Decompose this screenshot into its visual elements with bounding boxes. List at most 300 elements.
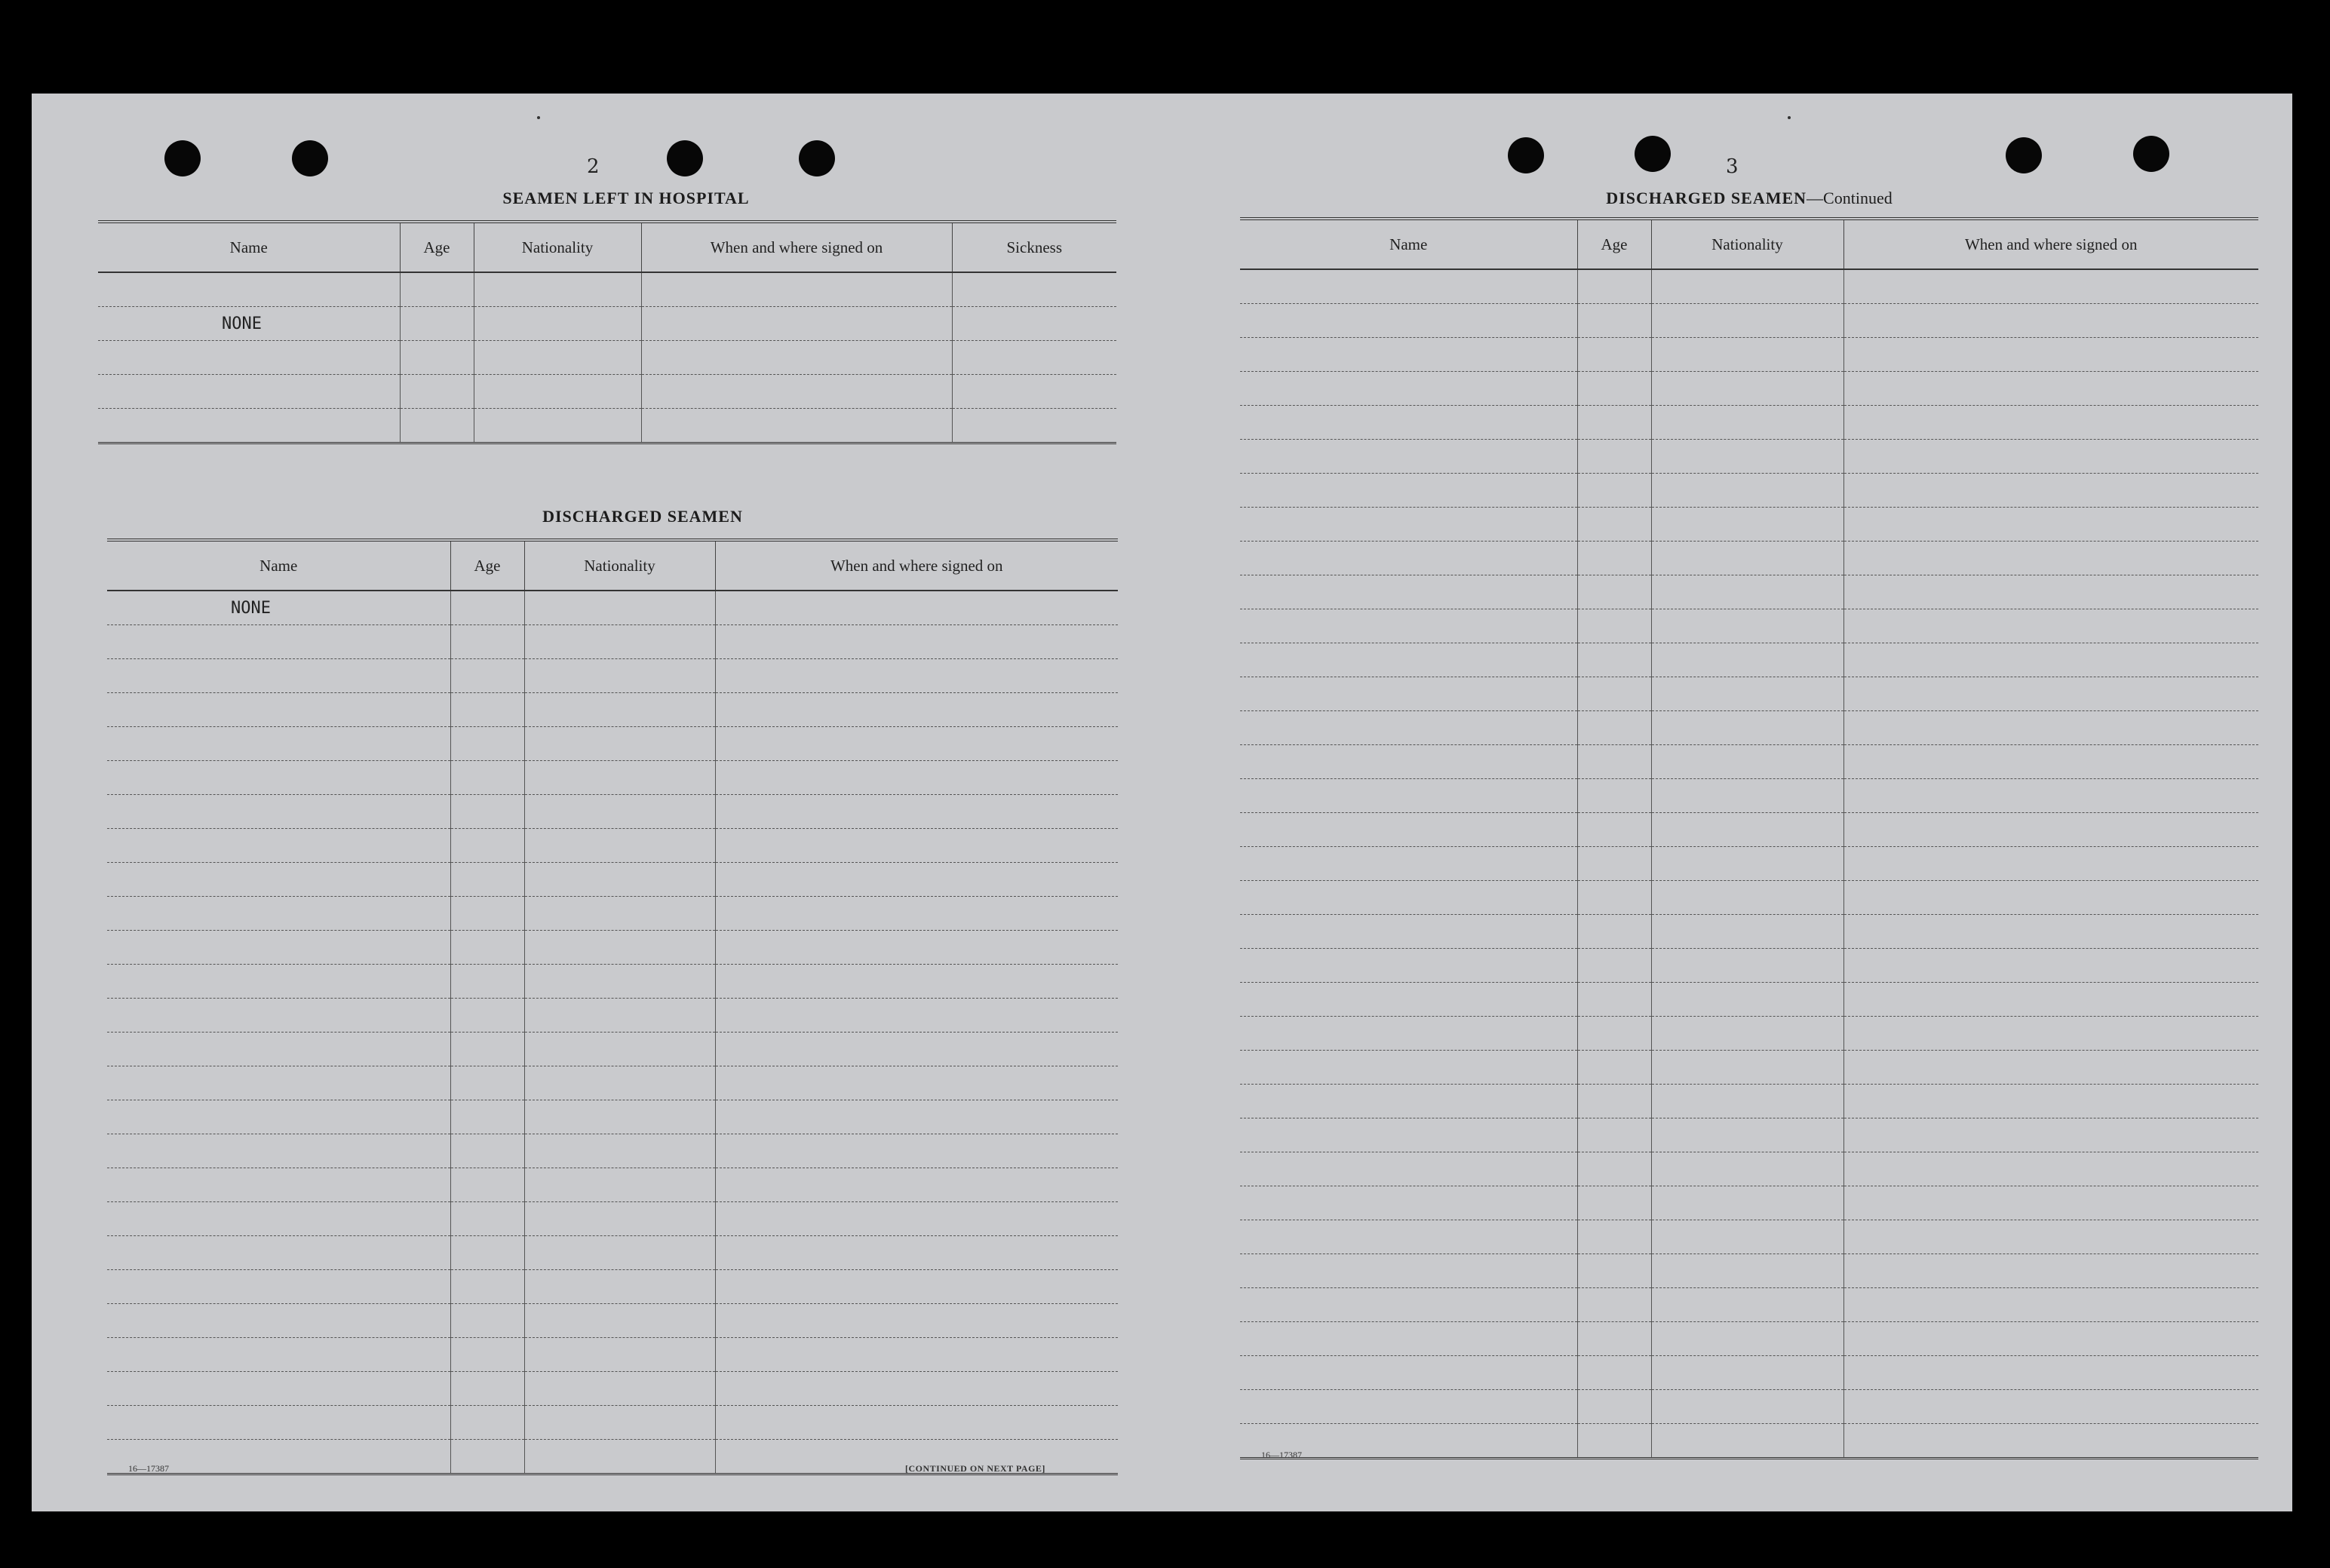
name-cell [1240, 1152, 1577, 1186]
name-cell [1240, 575, 1577, 609]
signed-on-cell [641, 307, 952, 341]
signed-on-cell [1843, 474, 2258, 508]
name-cell [107, 693, 450, 727]
name-cell [98, 341, 400, 375]
binder-hole-icon [1508, 137, 1544, 173]
table-row [107, 999, 1118, 1033]
signed-on-cell [1843, 779, 2258, 813]
signed-on-cell [715, 1236, 1118, 1270]
nationality-cell [1651, 1390, 1843, 1424]
age-cell [450, 727, 524, 761]
age-cell [450, 1440, 524, 1474]
table-row [1240, 1220, 2258, 1254]
table-row [107, 693, 1118, 727]
signed-on-cell [1843, 304, 2258, 338]
name-cell [98, 272, 400, 307]
nationality-cell [524, 1304, 715, 1338]
name-cell [107, 829, 450, 863]
nationality-cell [1651, 915, 1843, 949]
table-row [1240, 508, 2258, 542]
age-cell [1577, 779, 1651, 813]
age-cell [1577, 1390, 1651, 1424]
age-cell [450, 795, 524, 829]
signed-on-cell [715, 1270, 1118, 1304]
nationality-cell [474, 341, 641, 375]
name-cell [1240, 881, 1577, 915]
name-cell: NONE [107, 591, 450, 625]
binder-hole-icon [292, 140, 328, 176]
signed-on-cell [1843, 813, 2258, 847]
table-row [1240, 1051, 2258, 1085]
age-cell [450, 897, 524, 931]
table-row [1240, 1390, 2258, 1424]
nationality-cell [1651, 779, 1843, 813]
column-header-age: Age [450, 540, 524, 591]
name-cell [1240, 1254, 1577, 1288]
signed-on-cell [1843, 508, 2258, 542]
signed-on-cell [1843, 1254, 2258, 1288]
name-cell [1240, 406, 1577, 440]
form-sheet [32, 94, 2292, 1511]
table-row [1240, 269, 2258, 304]
age-cell [1577, 1186, 1651, 1220]
table-row [107, 1033, 1118, 1066]
age-cell [1577, 949, 1651, 983]
signed-on-cell [1843, 1288, 2258, 1322]
nationality-cell [524, 591, 715, 625]
signed-on-cell [1843, 711, 2258, 745]
table-row [1240, 575, 2258, 609]
name-cell [1240, 1085, 1577, 1118]
continued-suffix: —Continued [1807, 189, 1893, 207]
nationality-cell [524, 897, 715, 931]
signed-on-cell [1843, 677, 2258, 711]
signed-on-cell [715, 1304, 1118, 1338]
nationality-cell [1651, 949, 1843, 983]
name-cell [1240, 1118, 1577, 1152]
continued-note: [CONTINUED ON NEXT PAGE] [905, 1463, 1045, 1474]
nationality-cell [1651, 745, 1843, 779]
signed-on-cell [715, 931, 1118, 965]
sickness-cell [952, 409, 1116, 443]
name-cell [1240, 745, 1577, 779]
age-cell [1577, 643, 1651, 677]
age-cell [1577, 983, 1651, 1017]
name-cell [1240, 949, 1577, 983]
nationality-cell [524, 1066, 715, 1100]
signed-on-cell [1843, 915, 2258, 949]
table-row [1240, 915, 2258, 949]
name-cell [1240, 304, 1577, 338]
name-cell [1240, 269, 1577, 304]
name-cell [98, 409, 400, 443]
name-cell [1240, 338, 1577, 372]
name-cell [1240, 643, 1577, 677]
nationality-cell [1651, 677, 1843, 711]
age-cell [1577, 474, 1651, 508]
nationality-cell [1651, 338, 1843, 372]
age-cell [450, 1372, 524, 1406]
age-cell [1577, 304, 1651, 338]
signed-on-cell [1843, 881, 2258, 915]
signed-on-cell [1843, 372, 2258, 406]
nationality-cell [1651, 1220, 1843, 1254]
table-row [107, 863, 1118, 897]
signed-on-cell [715, 1033, 1118, 1066]
signed-on-cell [715, 1100, 1118, 1134]
discharged-section-title: DISCHARGED SEAMEN [542, 507, 743, 526]
name-cell [107, 1270, 450, 1304]
signed-on-cell [1843, 269, 2258, 304]
name-cell [1240, 677, 1577, 711]
signed-on-cell [1843, 1085, 2258, 1118]
age-cell [400, 272, 474, 307]
age-cell [1577, 881, 1651, 915]
signed-on-cell [715, 1202, 1118, 1236]
signed-on-cell [715, 1338, 1118, 1372]
table-row [98, 272, 1116, 307]
signed-on-cell [1843, 1118, 2258, 1152]
nationality-cell [524, 659, 715, 693]
signed-on-cell [715, 727, 1118, 761]
nationality-cell [1651, 269, 1843, 304]
signed-on-cell [1843, 440, 2258, 474]
table-row [107, 1202, 1118, 1236]
binder-hole-icon [799, 140, 835, 176]
table-row [1240, 711, 2258, 745]
signed-on-cell [1843, 1017, 2258, 1051]
nationality-cell [1651, 847, 1843, 881]
nationality-cell [1651, 1356, 1843, 1390]
name-cell [98, 375, 400, 409]
age-cell [400, 375, 474, 409]
name-cell [107, 659, 450, 693]
sickness-cell [952, 307, 1116, 341]
nationality-cell [1651, 881, 1843, 915]
nationality-cell [1651, 711, 1843, 745]
signed-on-cell [1843, 983, 2258, 1017]
signed-on-cell [1843, 847, 2258, 881]
nationality-cell [524, 863, 715, 897]
signed-on-cell [715, 897, 1118, 931]
age-cell [450, 693, 524, 727]
signed-on-cell [715, 863, 1118, 897]
age-cell [1577, 1220, 1651, 1254]
nationality-cell [1651, 440, 1843, 474]
name-cell [1240, 508, 1577, 542]
signed-on-cell [1843, 609, 2258, 643]
table-row [1240, 1152, 2258, 1186]
name-cell [1240, 1288, 1577, 1322]
age-cell [1577, 745, 1651, 779]
age-cell [1577, 1254, 1651, 1288]
table-row [1240, 1118, 2258, 1152]
signed-on-cell [715, 591, 1118, 625]
table-row [1240, 1254, 2258, 1288]
table-row [1240, 542, 2258, 575]
name-cell [107, 863, 450, 897]
table-row [107, 1236, 1118, 1270]
discharged-continued-table [1240, 217, 2258, 1459]
signed-on-cell [641, 375, 952, 409]
age-cell [450, 659, 524, 693]
signed-on-cell [715, 999, 1118, 1033]
column-header-name: Name [107, 540, 450, 591]
age-cell [450, 999, 524, 1033]
age-cell [400, 307, 474, 341]
column-header-age: Age [1577, 219, 1651, 269]
nationality-cell [1651, 1254, 1843, 1288]
column-header-nationality: Nationality [524, 540, 715, 591]
nationality-cell [524, 1202, 715, 1236]
age-cell [450, 1100, 524, 1134]
nationality-cell [1651, 1186, 1843, 1220]
signed-on-cell [1843, 1152, 2258, 1186]
age-cell [1577, 1085, 1651, 1118]
nationality-cell [524, 1100, 715, 1134]
signed-on-cell [715, 625, 1118, 659]
signed-on-cell [715, 795, 1118, 829]
name-cell [107, 1100, 450, 1134]
table-row [107, 965, 1118, 999]
age-cell [1577, 1118, 1651, 1152]
name-cell [107, 999, 450, 1033]
name-cell [107, 761, 450, 795]
nationality-cell [524, 1372, 715, 1406]
table-row [107, 1066, 1118, 1100]
nationality-cell [524, 1033, 715, 1066]
signed-on-cell [641, 409, 952, 443]
table-row [1240, 881, 2258, 915]
name-cell [1240, 1017, 1577, 1051]
table-row [107, 931, 1118, 965]
age-cell [450, 829, 524, 863]
signed-on-cell [1843, 1051, 2258, 1085]
nationality-cell [1651, 542, 1843, 575]
column-header-name: Name [98, 222, 400, 272]
column-header-nationality: Nationality [474, 222, 641, 272]
table-row [1240, 949, 2258, 983]
name-cell [1240, 1356, 1577, 1390]
name-cell: NONE [98, 307, 400, 341]
age-cell [450, 1168, 524, 1202]
nationality-cell [524, 1236, 715, 1270]
age-cell [1577, 372, 1651, 406]
age-cell [450, 1134, 524, 1168]
nationality-cell [524, 931, 715, 965]
age-cell [450, 1066, 524, 1100]
nationality-cell [1651, 372, 1843, 406]
table-row [107, 1270, 1118, 1304]
name-cell [1240, 1186, 1577, 1220]
name-cell [107, 625, 450, 659]
signed-on-cell [715, 965, 1118, 999]
age-cell [1577, 508, 1651, 542]
table-row [107, 761, 1118, 795]
nationality-cell [1651, 474, 1843, 508]
table-row [107, 1168, 1118, 1202]
sickness-cell [952, 272, 1116, 307]
signed-on-cell [1843, 1356, 2258, 1390]
name-cell [1240, 1390, 1577, 1424]
signed-on-cell [715, 1406, 1118, 1440]
table-row [1240, 1288, 2258, 1322]
signed-on-cell [1843, 1424, 2258, 1459]
nationality-cell [474, 307, 641, 341]
signed-on-cell [1843, 1390, 2258, 1424]
nationality-cell [1651, 508, 1843, 542]
name-cell [1240, 440, 1577, 474]
hospital-table [98, 220, 1116, 444]
name-cell [1240, 372, 1577, 406]
column-header-signed-on: When and where signed on [1843, 219, 2258, 269]
nationality-cell [1651, 1085, 1843, 1118]
form-number-left: 16—17387 [128, 1463, 169, 1474]
nationality-cell [524, 965, 715, 999]
table-row [107, 1304, 1118, 1338]
binder-hole-icon [1635, 136, 1671, 172]
signed-on-cell [1843, 1322, 2258, 1356]
age-cell [1577, 677, 1651, 711]
age-cell [450, 863, 524, 897]
table-row [107, 1338, 1118, 1372]
table-row [1240, 406, 2258, 440]
signed-on-cell [1843, 745, 2258, 779]
name-cell [107, 1236, 450, 1270]
table-row [107, 1372, 1118, 1406]
age-cell [1577, 1017, 1651, 1051]
nationality-cell [1651, 406, 1843, 440]
nationality-cell [524, 1338, 715, 1372]
page-marker-dot [537, 116, 540, 119]
age-cell [1577, 542, 1651, 575]
signed-on-cell [715, 829, 1118, 863]
name-cell [1240, 813, 1577, 847]
signed-on-cell [1843, 1220, 2258, 1254]
binder-hole-icon [164, 140, 201, 176]
nationality-cell [1651, 609, 1843, 643]
column-header-sickness: Sickness [952, 222, 1116, 272]
age-cell [1577, 1356, 1651, 1390]
nationality-cell [1651, 1288, 1843, 1322]
signed-on-cell [1843, 338, 2258, 372]
table-row [1240, 1322, 2258, 1356]
age-cell [1577, 1152, 1651, 1186]
age-cell [1577, 1288, 1651, 1322]
name-cell [107, 965, 450, 999]
age-cell [450, 625, 524, 659]
age-cell [1577, 406, 1651, 440]
nationality-cell [524, 625, 715, 659]
age-cell [1577, 440, 1651, 474]
page-number-right: 3 [1726, 155, 1740, 178]
form-number-right: 16—17387 [1261, 1450, 1302, 1460]
age-cell [450, 1033, 524, 1066]
name-cell [107, 1168, 450, 1202]
nationality-cell [1651, 813, 1843, 847]
table-row [107, 1100, 1118, 1134]
name-cell [1240, 983, 1577, 1017]
signed-on-cell [1843, 575, 2258, 609]
nationality-cell [1651, 1017, 1843, 1051]
signed-on-cell [715, 1372, 1118, 1406]
table-row [107, 1134, 1118, 1168]
name-cell [1240, 779, 1577, 813]
nationality-cell [1651, 304, 1843, 338]
discharged-continued-title-text: DISCHARGED SEAMEN [1606, 189, 1807, 207]
discharged-continued-title [1240, 189, 2258, 208]
signed-on-cell [1843, 542, 2258, 575]
signed-on-cell [1843, 406, 2258, 440]
age-cell [450, 931, 524, 965]
binder-hole-icon [667, 140, 703, 176]
table-row [98, 375, 1116, 409]
sickness-cell [952, 375, 1116, 409]
table-row [1240, 643, 2258, 677]
column-header-signed-on: When and where signed on [641, 222, 952, 272]
table-row [1240, 1186, 2258, 1220]
name-cell [107, 795, 450, 829]
table-row [98, 341, 1116, 375]
table-row [1240, 1017, 2258, 1051]
table-row [1240, 304, 2258, 338]
table-row [107, 625, 1118, 659]
age-cell [450, 1304, 524, 1338]
name-cell [1240, 847, 1577, 881]
table-row [107, 591, 1118, 625]
age-cell [1577, 1424, 1651, 1459]
age-cell [450, 1270, 524, 1304]
signed-on-cell [715, 1066, 1118, 1100]
age-cell [450, 591, 524, 625]
table-row [1240, 440, 2258, 474]
nationality-cell [474, 375, 641, 409]
column-header-age: Age [400, 222, 474, 272]
age-cell [400, 341, 474, 375]
name-cell [1240, 711, 1577, 745]
table-row [1240, 745, 2258, 779]
table-row [1240, 983, 2258, 1017]
signed-on-cell [715, 693, 1118, 727]
name-cell [1240, 915, 1577, 949]
name-cell [1240, 542, 1577, 575]
name-cell [1240, 474, 1577, 508]
nationality-cell [524, 727, 715, 761]
table-row [1240, 338, 2258, 372]
table-row [107, 897, 1118, 931]
name-cell [1240, 1051, 1577, 1085]
name-cell [107, 897, 450, 931]
name-cell [107, 931, 450, 965]
age-cell [450, 761, 524, 795]
nationality-cell [524, 693, 715, 727]
discharged-table [107, 539, 1118, 1475]
nationality-cell [524, 829, 715, 863]
nationality-cell [1651, 1152, 1843, 1186]
signed-on-cell [1843, 643, 2258, 677]
age-cell [400, 409, 474, 443]
age-cell [1577, 609, 1651, 643]
name-cell [107, 1202, 450, 1236]
table-row [98, 307, 1116, 341]
page-number-left: 2 [587, 155, 601, 178]
name-cell [1240, 1322, 1577, 1356]
signed-on-cell [715, 1134, 1118, 1168]
name-cell [107, 1134, 450, 1168]
age-cell [450, 1236, 524, 1270]
signed-on-cell [641, 341, 952, 375]
table-row [1240, 474, 2258, 508]
